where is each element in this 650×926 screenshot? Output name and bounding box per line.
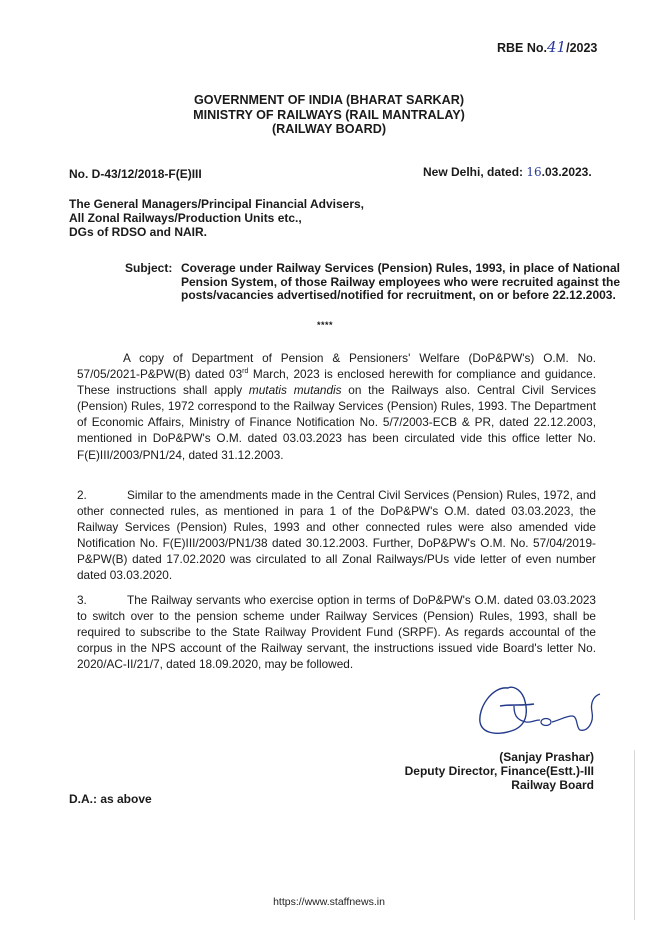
rbe-prefix: RBE No. — [497, 41, 547, 55]
paragraph-3-number: 3. — [77, 593, 87, 607]
signatory-name: (Sanjay Prashar) — [499, 750, 594, 764]
paragraph-2 — [77, 487, 596, 584]
signatory-office: Railway Board — [511, 777, 594, 792]
paragraph-1-part-3: on the Railways also. Central Civil Services (Pension) Rules, 1972 correspond to the Railway Services (Pension) Rules, 1993. The Department of Economic Affairs, Ministry of Finance Notification No. 5/7/2003-ECB & PR, dated 22.12.2003, mentioned in DoP&PW's O.M. dated 03.03.2023 has been circulated vide this office letter No. F(E)III/2003/PN1/24, dated 31.12.2003. — [77, 383, 596, 462]
subject-block — [125, 262, 625, 303]
signatory-block — [405, 751, 594, 792]
ordinal-suffix: rd — [242, 368, 249, 376]
paragraph-1 — [77, 350, 596, 463]
date-line — [423, 165, 592, 179]
signature-scribble-icon — [470, 682, 610, 742]
letterhead-ministry: MINISTRY OF RAILWAYS (RAIL MANTRALAY) — [193, 107, 465, 122]
latin-phrase: mutatis mutandis — [248, 383, 342, 398]
letterhead — [0, 93, 650, 137]
rbe-year: /2023 — [566, 41, 598, 55]
paragraph-3 — [77, 592, 596, 672]
footer — [0, 896, 650, 908]
date-suffix: .03.2023. — [541, 165, 592, 179]
paragraph-1-part-2: March, 2023 is enclosed herewith for compliance and guidance. These instructions shall apply — [77, 367, 596, 398]
paragraph-1-part-1: A copy of Department of Pension & Pensioners' Welfare (DoP&PW's) O.M. No. 57/05/2021-P&PW(B) dated 03 — [77, 351, 596, 382]
separator: **** — [316, 320, 333, 330]
rbe-reference-number — [497, 38, 597, 56]
paragraph-2-number: 2. — [77, 488, 87, 502]
paragraph-3-text: The Railway servants who exercise option in terms of DoP&PW's O.M. dated 03.03.2023 to switch over to the pension scheme under Railway Services (Pension) Rules, 1993, shall be required to subscribe to the State Railway Provident Fund (SRPF). As regards accountal of the corpus in the NPS account of the Railway servant, the instructions issued vide Board's letter No. 2020/AC-II/21/7, dated 18.09.2020, may be followed. — [77, 593, 596, 672]
addressee-block — [69, 198, 364, 239]
rbe-handwritten-number: 41 — [547, 38, 567, 56]
scan-edge-line — [634, 750, 635, 920]
signatory-designation: Deputy Director, Finance(Estt.)-III — [404, 763, 594, 778]
paragraph-2-text: Similar to the amendments made in the Central Civil Services (Pension) Rules, 1972, and other connected rules, as mentioned in para 1 of the DoP&PW's O.M. dated 03.03.2023, the Railway Services (Pension) Rules, 1993 and other connected rules were also amended vide Notification No. F(E)III/2003/PN1/38 dated 30.12.2003. Further, DoP&PW's O.M. No. 57/04/2019-P&PW(B) dated 17.02.2020 was circulated to all Zonal Railways/PUs vide letter of even number dated 03.03.2020. — [77, 488, 596, 583]
subject-label: Subject: — [125, 261, 173, 275]
letterhead-government: GOVERNMENT OF INDIA (BHARAT SARKAR) — [193, 93, 465, 107]
footer-url-link[interactable]: https://www.staffnews.in — [273, 896, 385, 908]
letterhead-board: (RAILWAY BOARD) — [271, 122, 387, 136]
addressee-line-2: All Zonal Railways/Production Units etc., — [69, 210, 302, 225]
addressee-line-3: DGs of RDSO and NAIR. — [69, 224, 208, 239]
date-prefix: New Delhi, dated: — [423, 165, 527, 179]
addressee-line-1: The General Managers/Principal Financial Advisers, — [69, 197, 364, 211]
enclosure-note: D.A.: as above — [69, 792, 152, 806]
signature — [470, 682, 610, 742]
subject-text: Coverage under Railway Services (Pension) Rules, 1993, in place of National Pension System, of those Railway employees who were recruited against the posts/vacancies advertised/notified for recruitment, on or before 22.12.2003. — [181, 261, 620, 303]
date-handwritten-day: 16 — [526, 165, 542, 179]
file-number: No. D-43/12/2018-F(E)III — [69, 167, 202, 181]
